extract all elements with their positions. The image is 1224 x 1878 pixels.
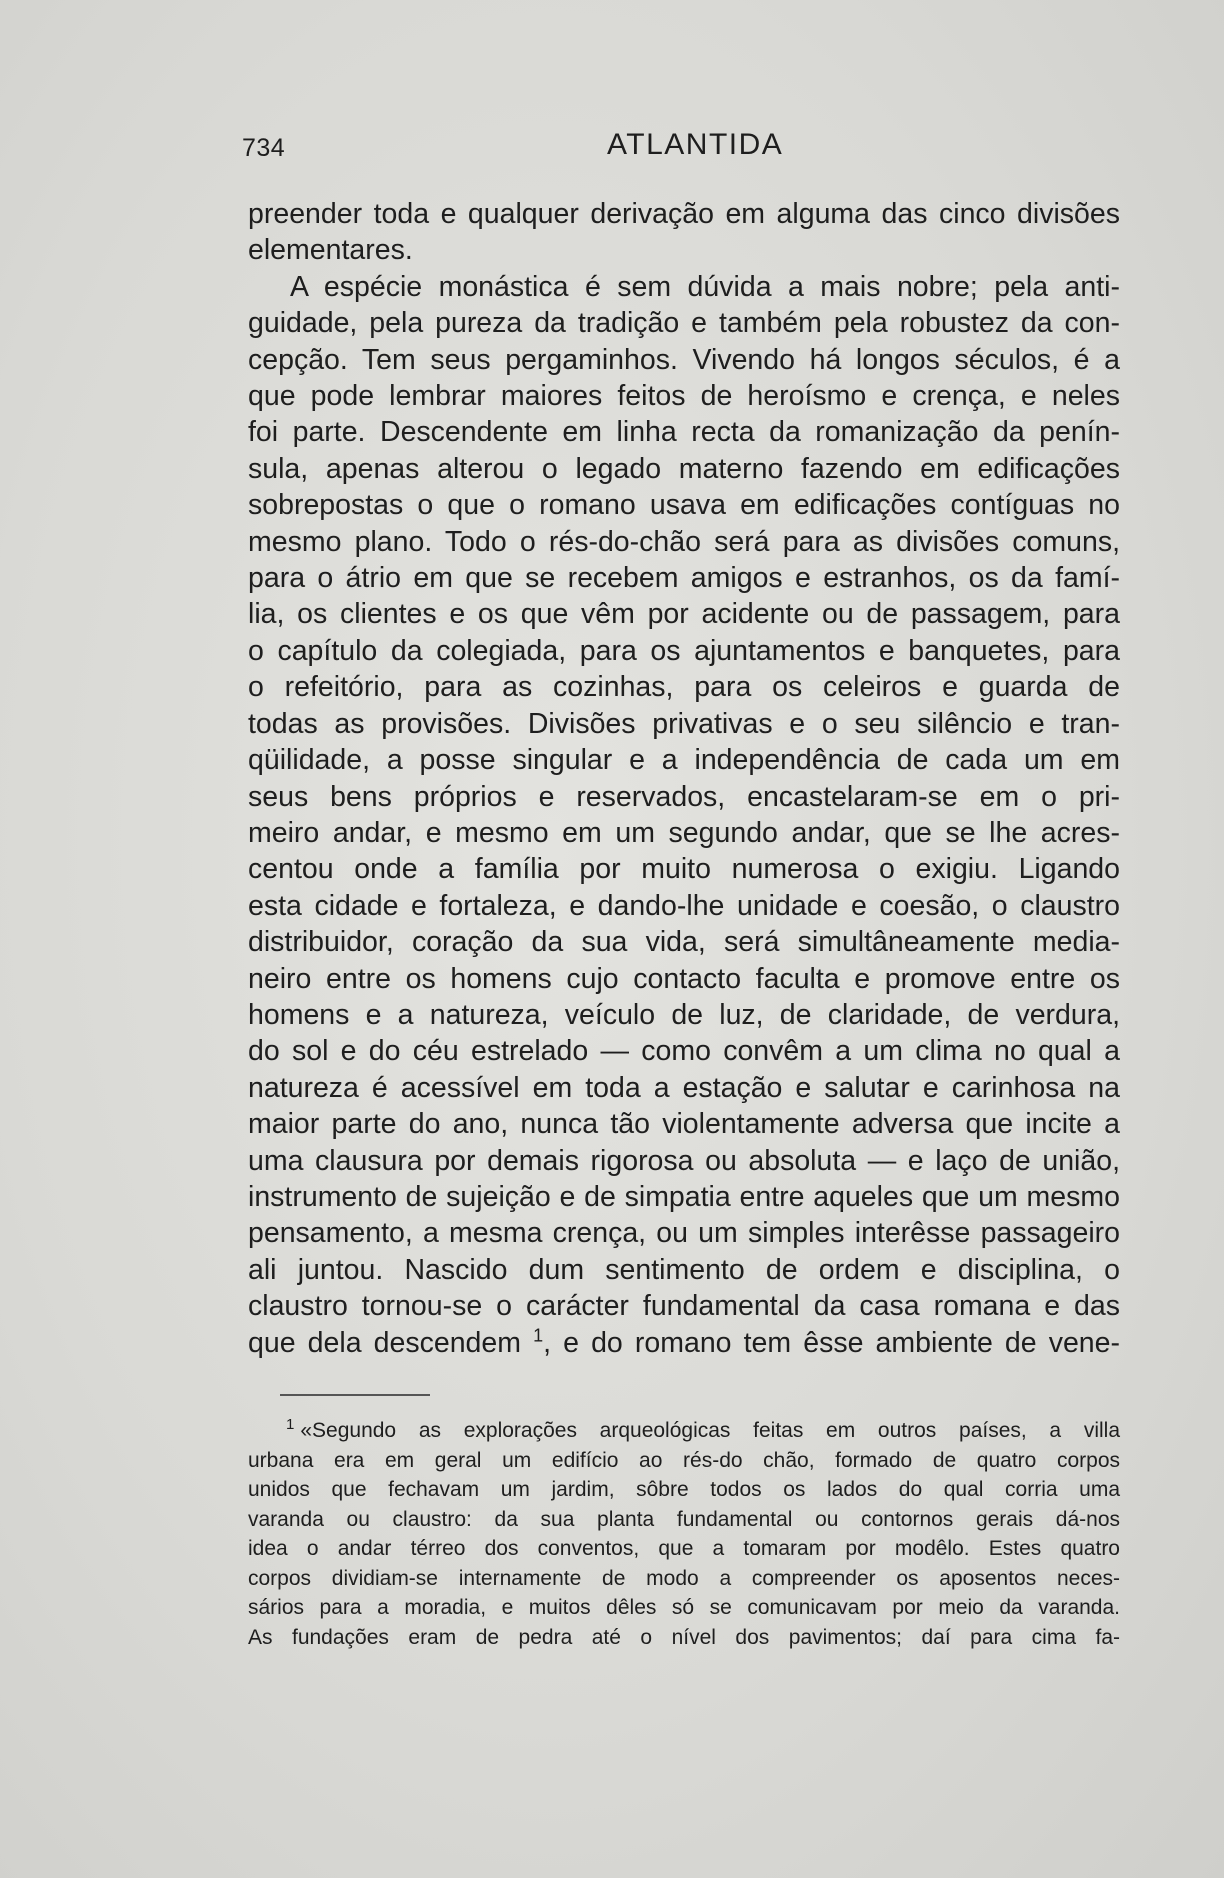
footnote-line: corpos dividiam-se internamente de modo a compreender os aposentos neces-: [248, 1566, 1120, 1590]
footnote-number: 1: [286, 1416, 295, 1433]
text-line: cepção. Tem seus pergaminhos. Vivendo há longos séculos, é a: [248, 343, 1120, 376]
footnote-line: unidos que fechavam um jardim, sôbre todos os lados do qual corria uma: [248, 1478, 1120, 1501]
footnote-line: sários para a moradia, e muitos dêles só se comunicavam por meio da varanda.: [248, 1596, 1120, 1619]
text-line: homens e a natureza, veículo de luz, de claridade, de verdura,: [248, 998, 1120, 1031]
text-line: pensamento, a mesma crença, ou um simples interêsse passageiro: [248, 1217, 1120, 1250]
text-line: o refeitório, para as cozinhas, para os celeiros e guarda de: [248, 671, 1120, 704]
text-line: uma clausura por demais rigorosa ou absoluta — e laço de união,: [248, 1144, 1120, 1177]
footnote-line: [248, 1416, 1120, 1446]
body-text: [248, 196, 1120, 1361]
text-line: lia, os clientes e os que vêm por acidente ou de passagem, para: [248, 598, 1120, 631]
text-line: neiro entre os homens cujo contacto faculta e promove entre os: [248, 962, 1120, 995]
text-line: todas as provisões. Divisões privativas e o seu silêncio e tran-: [248, 707, 1120, 740]
text-line: maior parte do ano, nunca tão violentamente adversa que incite a: [248, 1108, 1120, 1141]
text-line: preender toda e qualquer derivação em alguma das cinco divisões: [248, 198, 1120, 230]
text-line: instrumento de sujeição e de simpatia entre aqueles que um mesmo: [248, 1180, 1120, 1213]
text-line: meiro andar, e mesmo em um segundo andar, que se lhe acres-: [248, 816, 1120, 849]
text-line: sobrepostas o que o romano usava em edificações contíguas no: [248, 489, 1120, 522]
running-title: ATLANTIDA: [607, 128, 784, 161]
text-line-with-footnote-ref: [248, 1325, 1120, 1361]
text-line: elementares.: [248, 234, 413, 267]
text-line: foi parte. Descendente em linha recta da romanização da penín-: [248, 416, 1120, 449]
text-line: A espécie monástica é sem dúvida a mais nobre; pela anti-: [290, 270, 1120, 303]
text-line: seus bens próprios e reservados, encastelaram-se em o pri-: [248, 780, 1120, 813]
text-line: sula, apenas alterou o legado materno fazendo em edificações: [248, 452, 1120, 485]
footnote-line: varanda ou claustro: da sua planta fundamental ou contornos gerais dá-nos: [248, 1507, 1120, 1531]
footnote: [248, 1416, 1120, 1652]
text-line: que pode lembrar maiores feitos de heroísmo e crença, e neles: [248, 380, 1120, 413]
text-line: centou onde a família por muito numerosa o exigiu. Ligando: [248, 853, 1120, 886]
footnote-line: urbana era em geral um edifício ao rés-do chão, formado de quatro corpos: [248, 1448, 1120, 1472]
footnote-line: idea o andar térreo dos conventos, que a tomaram por modêlo. Estes quatro: [248, 1537, 1120, 1560]
footnote-line: As fundações eram de pedra até o nível dos pavimentos; daí para cima fa-: [248, 1625, 1120, 1649]
text-line: guidade, pela pureza da tradição e também pela robustez da con-: [248, 307, 1120, 340]
text-line: esta cidade e fortaleza, e dando-lhe unidade e coesão, o claustro: [248, 889, 1120, 922]
footnote-reference: 1: [533, 1325, 544, 1346]
text-line: mesmo plano. Todo o rés-do-chão será para as divisões comuns,: [248, 525, 1120, 558]
text-line: ali juntou. Nascido dum sentimento de ordem e disciplina, o: [248, 1253, 1120, 1286]
text-line: natureza é acessível em toda a estação e salutar e carinhosa na: [248, 1071, 1120, 1104]
text-line: distribuidor, coração da sua vida, será simultâneamente media-: [248, 926, 1120, 959]
text-line: claustro tornou-se o carácter fundamental da casa romana e das: [248, 1290, 1120, 1323]
text-line: do sol e do céu estrelado — como convêm a um clima no qual a: [248, 1035, 1120, 1068]
page-number: 734: [242, 134, 286, 162]
page-header: [242, 128, 1128, 168]
text-line: para o átrio em que se recebem amigos e estranhos, os da famí-: [248, 562, 1120, 595]
text-fragment: que dela descendem: [248, 1326, 534, 1359]
text-line: qüilidade, a posse singular e a independência de cada um em: [248, 744, 1120, 777]
footnote-separator: [280, 1394, 430, 1396]
text-line: o capítulo da colegiada, para os ajuntamentos e banquetes, para: [248, 634, 1120, 667]
footnote-text: «Segundo as explorações arqueológicas feitas em outros países, a villa: [300, 1419, 1120, 1442]
text-fragment: , e do romano tem êsse ambiente de vene-: [543, 1326, 1120, 1359]
